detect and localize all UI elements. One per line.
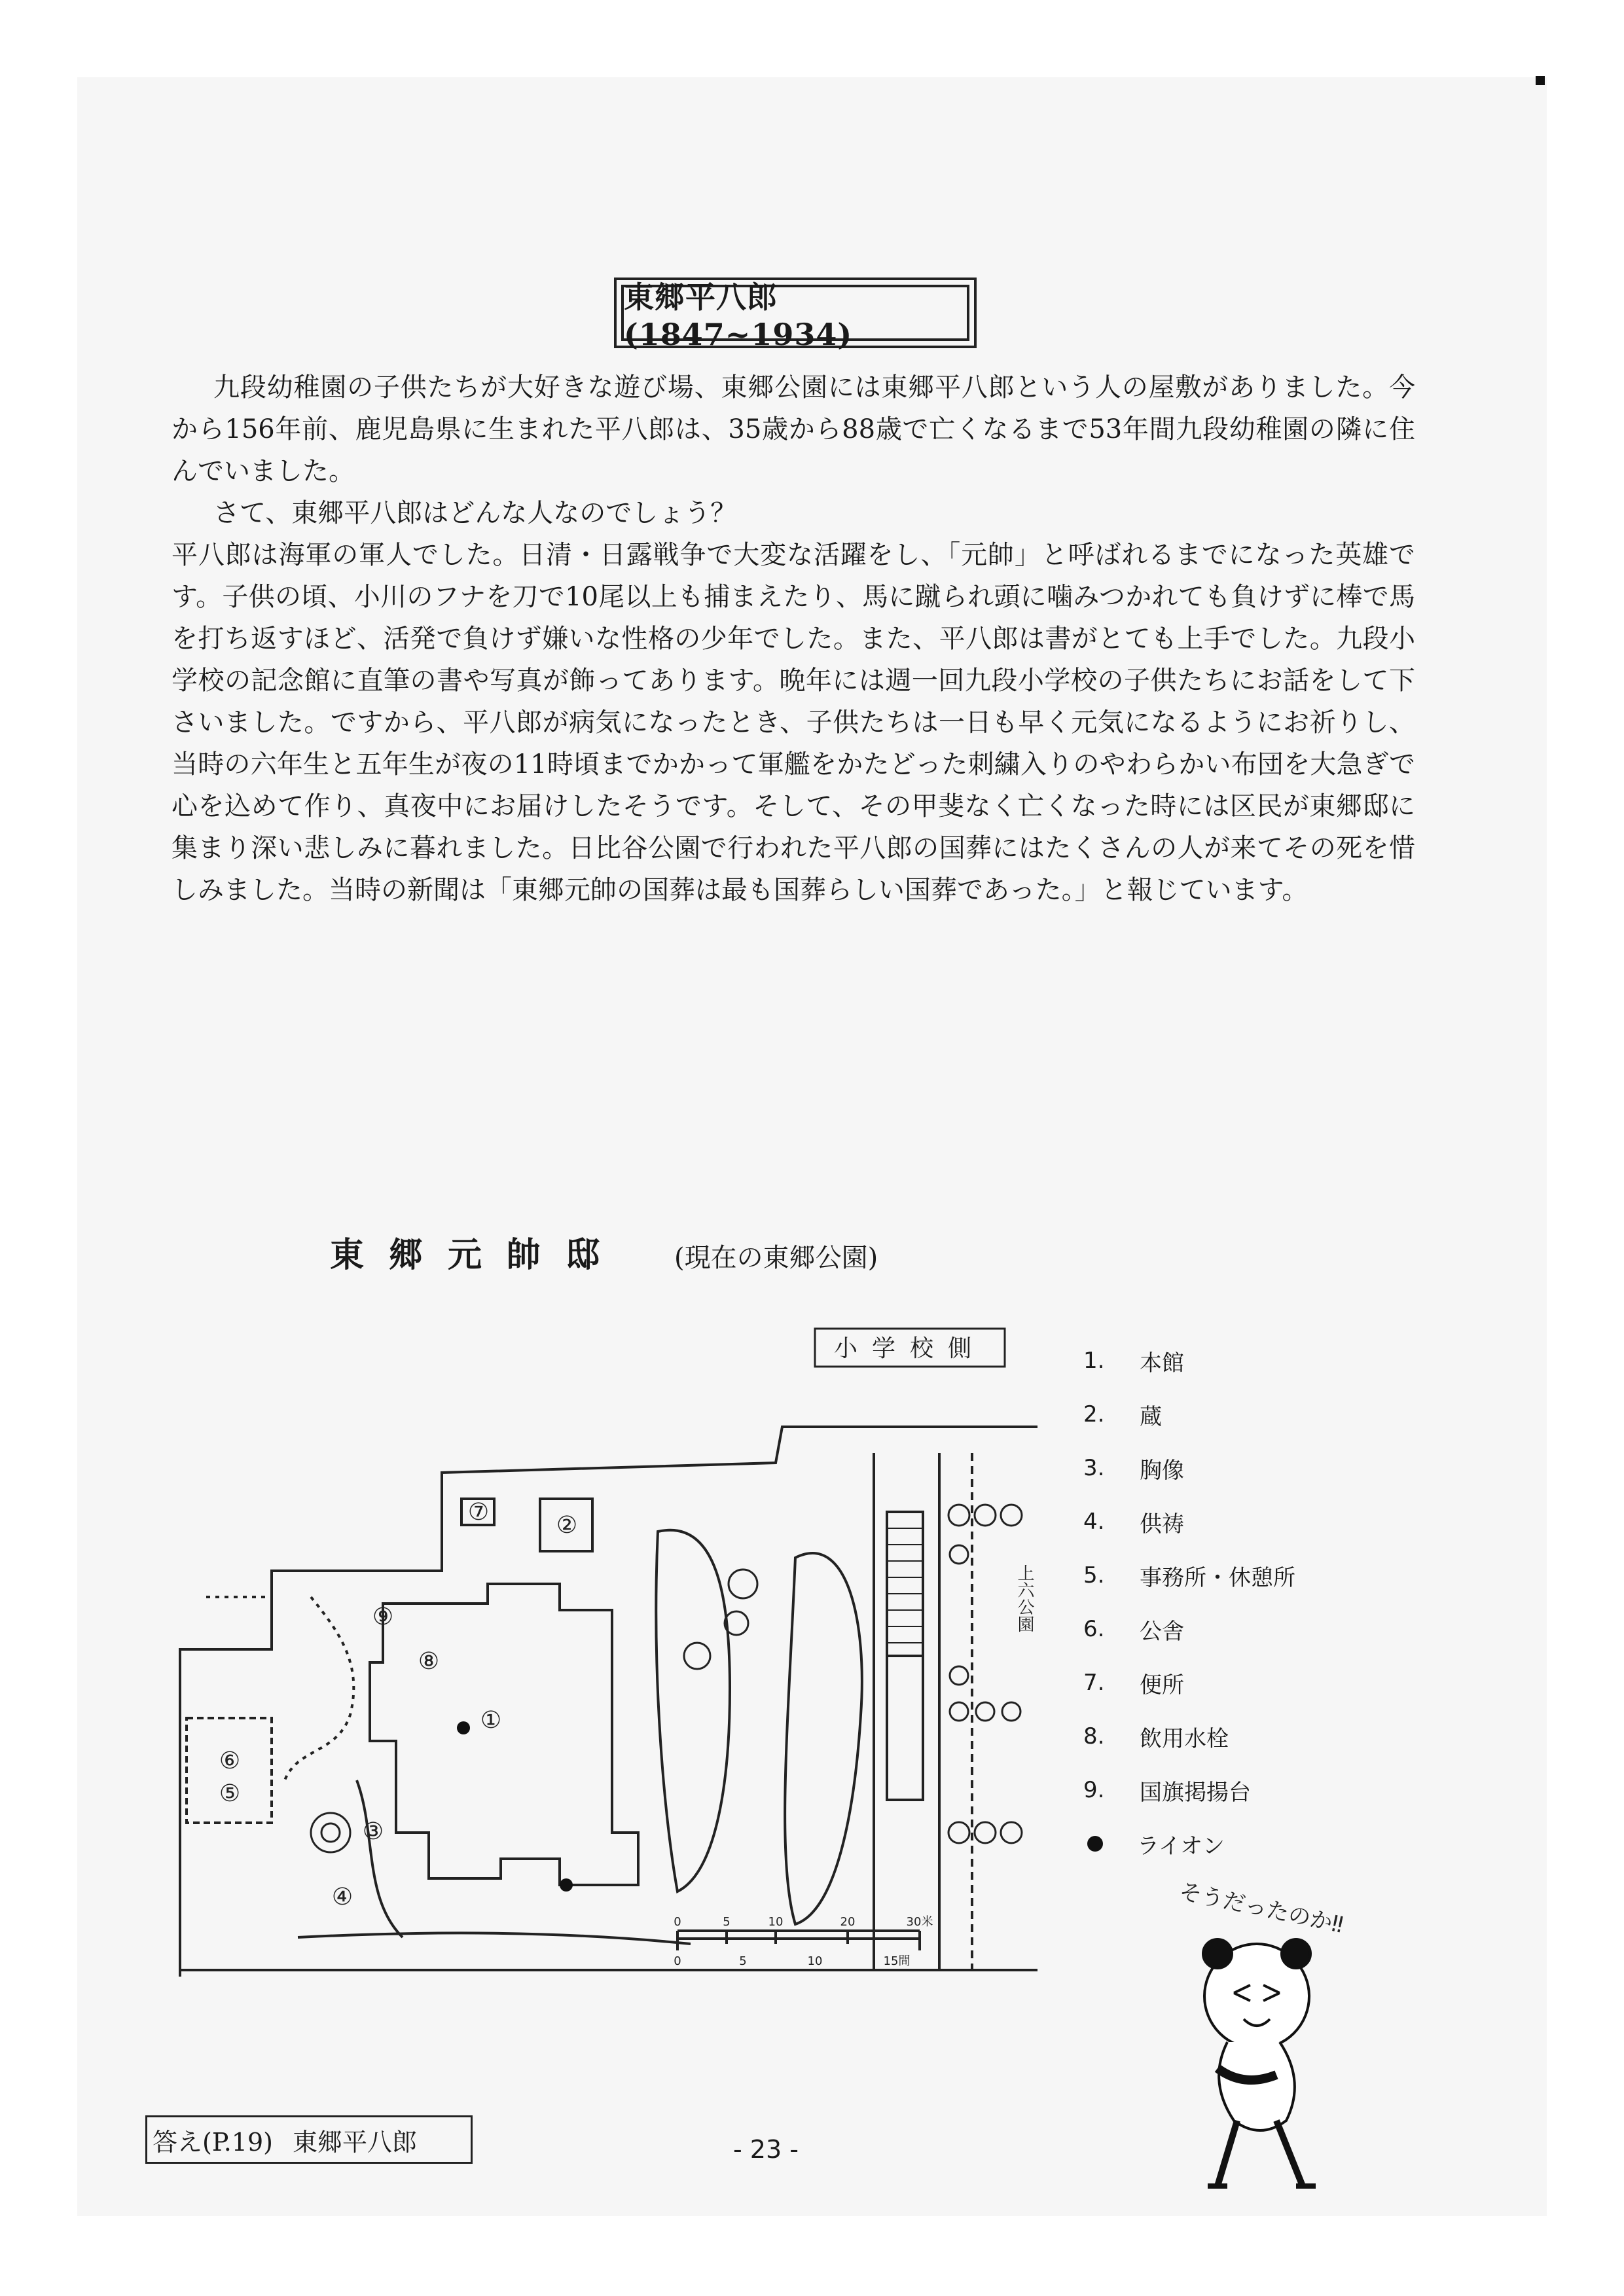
- title-box: [614, 278, 977, 352]
- marker-4: ④: [331, 1884, 353, 1910]
- scale-bottom-10: 10: [807, 1954, 823, 1968]
- page-title: 東郷平八郎(1847~1934): [621, 285, 969, 341]
- paragraph-biography: 平八郎は海軍の軍人でした。日清・日露戦争で大変な活躍をし、「元帥」と呼ばれるまでになった英雄です。子供の頃、小川のフナを刀で10尾以上も捕まえたり、馬に蹴られ頭に噛みつかれても負けずに棒で馬を打ち返すほど、活発で負けず嫌いな性格の少年でした。また、平八郎は書がとても上手でした。九段小学校の記念館に直筆の書や写真が飾ってあります。晩年には週一回九段小学校の子供たちにお話をして下さいました。ですから、平八郎が病気になったとき、子供たちは一日も早く元気になるようにお祈りし、当時の六年生と五年生が夜の11時頃までかかって軍艦をかたどった刺繍入りのやわらかい布団を大急ぎで心を込めて作り、真夜中にお届けしたそうです。そして、その甲斐なく亡くなった時には区民が東郷邸に集まり深い悲しみに暮れました。日比谷公園で行われた平八郎の国葬にはたくさんの人が来てその死を惜しみました。当時の新聞は「東郷元帥の国葬は最も国葬らしい国葬であった。」と報じています。: [171, 540, 1415, 905]
- paragraph-question: さて、東郷平八郎はどんな人なのでしょう？: [213, 498, 737, 528]
- legend-item: 5. 事務所・休憩所: [1083, 1562, 1295, 1591]
- panda-drawing: [1203, 1939, 1316, 2186]
- legend-item: 3. 胸像: [1083, 1455, 1184, 1484]
- mascot-speech: そうだったのか‼: [1177, 1878, 1346, 1939]
- answer-box: [145, 2115, 473, 2164]
- body-text: [171, 367, 1415, 911]
- legend-item: 9. 国旗掲揚台: [1083, 1777, 1251, 1806]
- marker-7: ⑦: [467, 1499, 490, 1526]
- panda-mascot: [1172, 1872, 1434, 2212]
- estate-map: [167, 1322, 1044, 1977]
- marker-6: ⑥: [219, 1748, 241, 1774]
- pond-inner-garden: [656, 1530, 730, 1892]
- scale-top-0: 0: [674, 1915, 681, 1929]
- corner-mark: [1536, 76, 1545, 85]
- legend-item: 7. 便所: [1083, 1670, 1184, 1698]
- scale-top-10: 10: [768, 1915, 784, 1929]
- map-legend: [1083, 1334, 1358, 1871]
- lion-dot: [457, 1721, 470, 1734]
- legend-item-lion: ライオン: [1083, 1817, 1358, 1871]
- lion-dot: [560, 1878, 573, 1892]
- map-boundary: [180, 1427, 1038, 1977]
- scale-bar: [677, 1931, 920, 1950]
- answer-value: 東郷平八郎: [292, 2127, 417, 2157]
- stair-steps: [887, 1528, 923, 1643]
- stairs-lower: [887, 1656, 923, 1800]
- marker-3: ③: [362, 1818, 384, 1845]
- marker-2: ②: [556, 1512, 578, 1539]
- legend-item: 1. 本館: [1083, 1348, 1184, 1376]
- garden-path-mid: [298, 1780, 691, 1944]
- map-heading-sub: (現在の東郷公園): [674, 1243, 878, 1273]
- scale-top-5: 5: [723, 1915, 731, 1929]
- scale-bottom-15: 15間: [883, 1954, 911, 1968]
- school-side-label: 小学校側: [833, 1335, 986, 1362]
- park-label: 上六公園: [1015, 1564, 1034, 1632]
- main-building: [370, 1584, 638, 1885]
- marker-9: ⑨: [372, 1604, 394, 1630]
- paragraph-intro: 九段幼稚園の子供たちが大好きな遊び場、東郷公園には東郷平八郎という人の屋敷がありました。今から156年前、鹿児島県に生まれた平八郎は、35歳から88歳で亡くなるまで53年間九段幼稚園の隣に住んでいました。: [171, 372, 1415, 486]
- scale-bottom-0: 0: [674, 1954, 681, 1968]
- answer-label: 答え(P.19): [153, 2127, 273, 2157]
- lion-dot-icon: [1087, 1836, 1103, 1852]
- legend-item: 2. 蔵: [1083, 1401, 1162, 1430]
- scale-bottom-5: 5: [739, 1954, 747, 1968]
- scale-top-30: 30米: [906, 1915, 933, 1929]
- legend-item: 8. 飲用水栓: [1083, 1723, 1229, 1752]
- page-number: - 23 -: [733, 2135, 799, 2164]
- stairs: [887, 1512, 923, 1656]
- scale-top-20: 20: [840, 1915, 856, 1929]
- marker-8: ⑧: [418, 1648, 440, 1675]
- legend-item: 6. 公舎: [1083, 1616, 1184, 1645]
- marker-5: ⑤: [219, 1780, 241, 1807]
- marker-1: ①: [480, 1707, 502, 1734]
- pond: [785, 1553, 862, 1924]
- legend-item: 4. 供祷: [1083, 1509, 1184, 1537]
- map-heading: 東郷元帥邸: [330, 1235, 625, 1275]
